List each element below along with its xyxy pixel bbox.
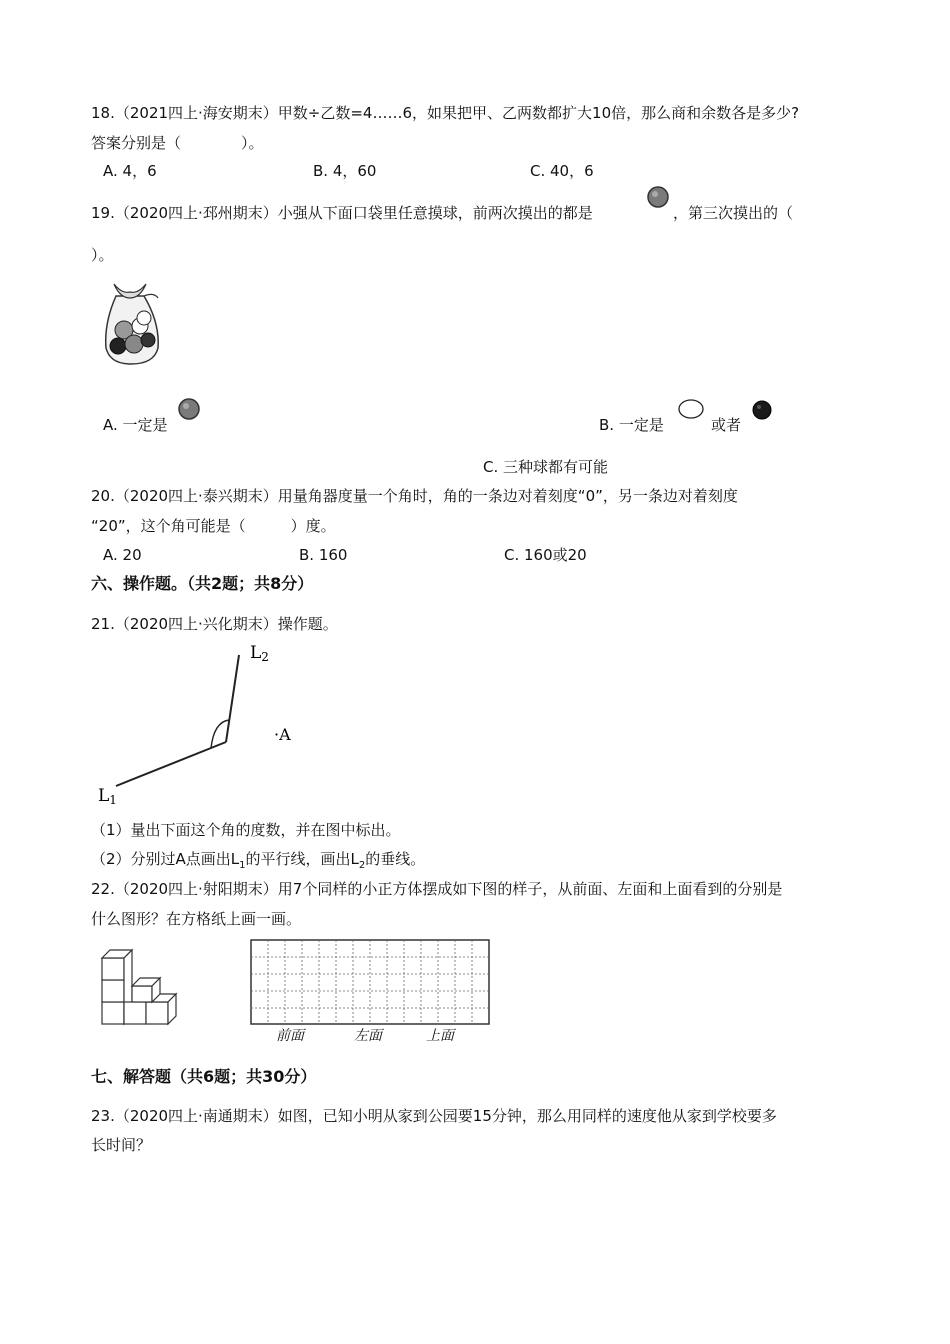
- white-ball-icon: [676, 397, 706, 421]
- cube-stack-figure: [98, 946, 184, 1028]
- q19-stem-line2: ）。: [91, 246, 114, 264]
- q20-option-a: A. 20: [103, 546, 142, 564]
- q21-sub1: （1）量出下面这个角的度数，并在图中标出。: [91, 821, 401, 839]
- q18-option-c: C. 40，6: [530, 162, 594, 180]
- angle-figure: [90, 638, 310, 810]
- ray-l2: [226, 655, 239, 742]
- gray-ball-icon: [646, 185, 670, 209]
- q20-option-c: C. 160或20: [504, 546, 587, 564]
- q19-option-a: A. 一定是: [103, 416, 168, 434]
- q20-stem-line2: “20”，这个角可能是（ ）度。: [91, 517, 336, 535]
- q19-stem-line1b: ，第三次摸出的（: [673, 204, 794, 222]
- gray-ball-icon: [176, 396, 202, 422]
- q18-option-a: A. 4，6: [103, 162, 157, 180]
- q21-stem: 21.（2020四上·兴化期末）操作题。: [91, 615, 338, 633]
- q18-stem-line2: 答案分别是（ ）。: [91, 134, 264, 152]
- grid-label-front: 前面: [276, 1028, 304, 1044]
- q21-sub2: （2）分别过A点画出$L_1$的平行线，画出$L_2$的垂线。: [91, 850, 426, 871]
- grid-label-left: 左面: [354, 1028, 382, 1044]
- q19-option-b: B. 一定是: [599, 416, 664, 434]
- ball-bag-icon: [96, 278, 166, 366]
- q19-stem-line1a: 19.（2020四上·邳州期末）小强从下面口袋里任意摸球，前两次摸出的都是: [91, 204, 593, 222]
- q18-stem-line1: 18.（2021四上·海安期末）甲数÷乙数=4……6，如果把甲、乙两数都扩大10倍，那么商和余数各是多少?: [91, 104, 800, 122]
- label-l1: L1: [98, 786, 117, 807]
- q23-stem-line2: 长时间？: [91, 1136, 152, 1154]
- q19-option-b-or: 或者: [711, 416, 742, 434]
- black-ball-icon: [750, 398, 774, 422]
- point-a-label: ·A: [274, 725, 291, 744]
- label-l2: L2: [250, 643, 269, 664]
- q19-option-c: C. 三种球都有可能: [483, 458, 609, 476]
- q18-option-b: B. 4，60: [313, 162, 377, 180]
- q20-stem-line1: 20.（2020四上·泰兴期末）用量角器度量一个角时，角的一条边对着刻度“0”，另一条边对着刻度: [91, 487, 738, 505]
- section-7-heading: 七、解答题（共6题；共30分）: [91, 1067, 317, 1086]
- grid-label-top: 上面: [426, 1028, 454, 1044]
- ray-l1: [116, 742, 226, 786]
- q22-stem-line1: 22.（2020四上·射阳期末）用7个同样的小正方体摆成如下图的样子，从前面、左面和上面看到的分别是: [91, 880, 783, 898]
- q23-stem-line1: 23.（2020四上·南通期末）如图，已知小明从家到公园要15分钟，那么用同样的速度他从家到学校要多: [91, 1107, 777, 1125]
- q22-stem-line2: 什么图形？在方格纸上画一画。: [91, 910, 302, 928]
- section-6-heading: 六、操作题。（共2题；共8分）: [91, 574, 314, 593]
- q20-option-b: B. 160: [299, 546, 348, 564]
